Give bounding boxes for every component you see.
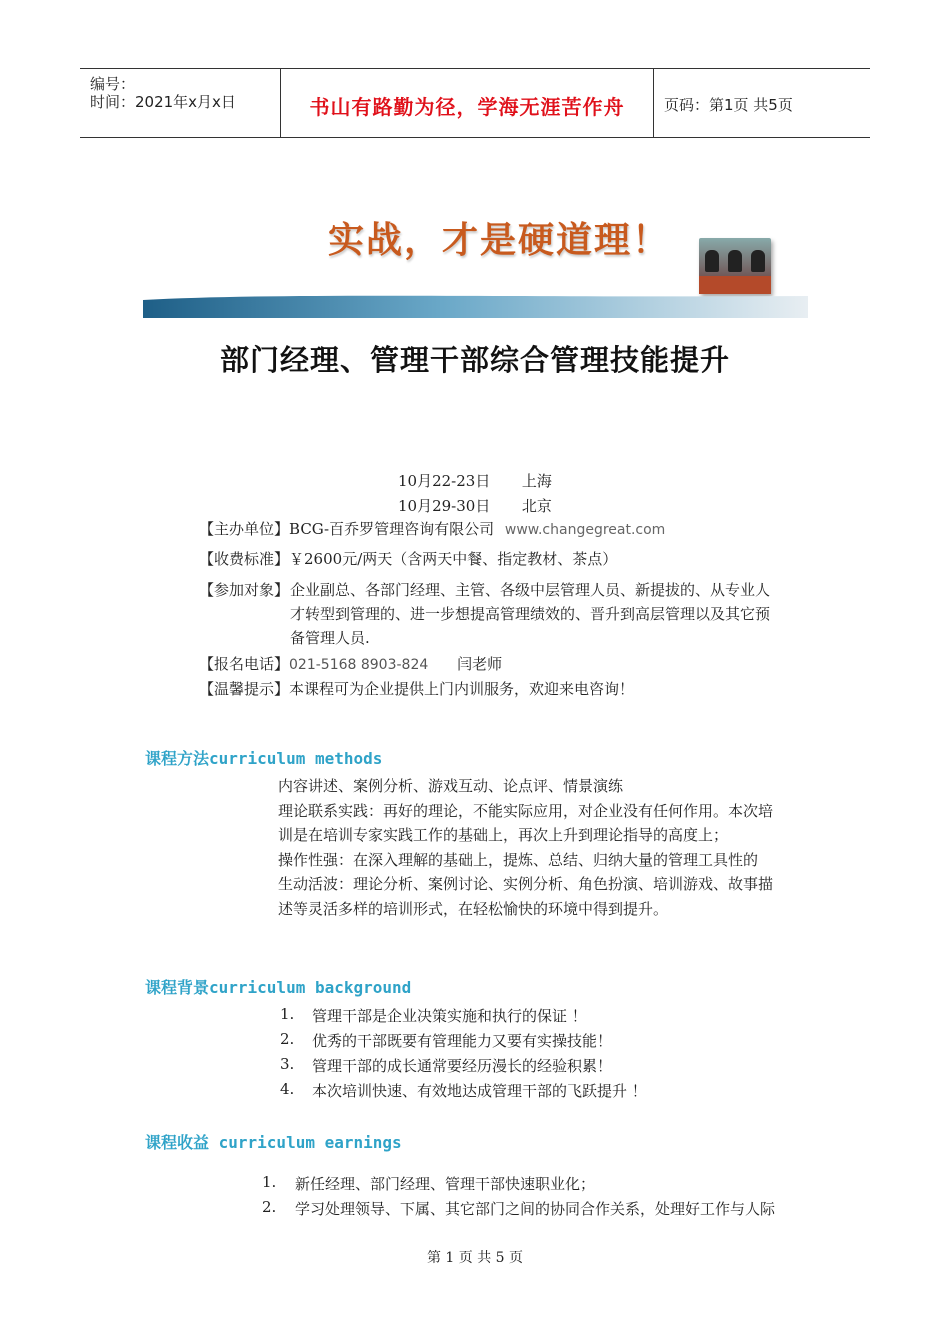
methods-line: 内容讲述、案例分析、游戏互动、论点评、情景演练 bbox=[278, 777, 624, 795]
organizer-name: BCG-百乔罗管理咨询有限公司 bbox=[289, 520, 495, 538]
phone-number: 021-5168 8903-824 bbox=[289, 657, 429, 673]
audience-line: 才转型到管理的、进一步想提高管理绩效的、晋升到高层管理以及其它预 bbox=[290, 605, 771, 623]
phone-label: 【报名电话】 bbox=[199, 655, 290, 673]
schedule-row bbox=[398, 495, 552, 516]
list-number: 1. bbox=[280, 1005, 295, 1023]
banner-slogan: 实战，才是硬道理！ bbox=[328, 220, 671, 261]
phone-row bbox=[199, 652, 502, 677]
time-label: 时间：2021年x月x日 bbox=[90, 93, 236, 111]
schedule-date: 10月29-30日 bbox=[398, 497, 491, 515]
tip-text: 本课程可为企业提供上门内训服务，欢迎来电咨询！ bbox=[289, 680, 635, 698]
schedule-city: 北京 bbox=[521, 497, 552, 515]
schedule-city: 上海 bbox=[521, 472, 552, 490]
list-number: 2. bbox=[262, 1198, 277, 1216]
motto-text: 书山有路勤为径，学海无涯苦作舟 bbox=[309, 95, 625, 119]
header-page-cell bbox=[654, 69, 870, 137]
audience-label: 【参加对象】 bbox=[199, 581, 290, 599]
contact-name: 闫老师 bbox=[457, 655, 503, 673]
list-number: 1. bbox=[262, 1173, 277, 1191]
fee-label: 【收费标准】 bbox=[199, 550, 290, 568]
methods-text bbox=[278, 774, 808, 921]
document-header bbox=[80, 68, 870, 138]
organizer-label: 【主办单位】 bbox=[199, 520, 290, 538]
header-motto-cell bbox=[281, 69, 654, 137]
tip-row bbox=[199, 677, 634, 701]
organizer-row bbox=[199, 517, 665, 542]
list-text: 学习处理领导、下属、其它部门之间的协同合作关系，处理好工作与人际 bbox=[295, 1200, 776, 1218]
section-heading-earnings: 课程收益 curriculum earnings bbox=[145, 1133, 402, 1152]
page-footer: 第 1 页 共 5 页 bbox=[426, 1250, 524, 1266]
methods-line: 述等灵活多样的培训形式，在轻松愉快的环境中得到提升。 bbox=[278, 899, 669, 918]
section-heading-background: 课程背景curriculum background bbox=[145, 978, 412, 997]
methods-line: 训是在培训专家实践工作的基础上，再次上升到理论指导的高度上； bbox=[278, 826, 729, 844]
list-text: 本次培训快速、有效地达成管理干部的飞跃提升 ！ bbox=[312, 1082, 647, 1100]
banner bbox=[143, 196, 808, 318]
tip-label: 【温馨提示】 bbox=[199, 680, 290, 698]
website-link[interactable]: www.changegreat.com bbox=[504, 522, 666, 538]
methods-line: 理论联系实践：再好的理论，不能实际应用，对企业没有任何作用。本次培 bbox=[278, 801, 774, 820]
audience-line: 备管理人员. bbox=[290, 629, 370, 647]
audience-line: 企业副总、各部门经理、主管、各级中层管理人员、新提拔的、从专业人 bbox=[290, 581, 771, 599]
section-heading-methods: 课程方法curriculum methods bbox=[145, 749, 383, 768]
list-number: 3. bbox=[280, 1055, 295, 1073]
list-number: 2. bbox=[280, 1030, 295, 1048]
fee-row bbox=[199, 547, 617, 571]
list-text: 管理干部是企业决策实施和执行的保证 ！ bbox=[312, 1007, 587, 1025]
audience-text bbox=[290, 578, 810, 650]
list-text: 新任经理、部门经理、管理干部快速职业化； bbox=[295, 1175, 596, 1193]
page-title: 部门经理、管理干部综合管理技能提升 bbox=[219, 343, 730, 377]
methods-line: 操作性强：在深入理解的基础上，提炼、总结、归纳大量的管理工具性的 bbox=[278, 850, 759, 869]
header-meta-cell bbox=[80, 69, 281, 137]
schedule-row bbox=[398, 470, 552, 491]
schedule-date: 10月22-23日 bbox=[398, 472, 491, 490]
banner-swoosh bbox=[143, 196, 808, 318]
page-info: 页码：第1页 共5页 bbox=[664, 96, 793, 114]
methods-line: 生动活波：理论分析、案例讨论、实例分析、角色扮演、培训游戏、故事描 bbox=[278, 875, 774, 893]
list-text: 优秀的干部既要有管理能力又要有实操技能！ bbox=[312, 1032, 613, 1050]
number-label: 编号： bbox=[90, 75, 136, 93]
list-text: 管理干部的成长通常要经历漫长的经验积累！ bbox=[312, 1057, 613, 1075]
list-number: 4. bbox=[280, 1080, 295, 1098]
fee-text: ￥2600元/两天（含两天中餐、指定教材、茶点） bbox=[289, 550, 618, 568]
